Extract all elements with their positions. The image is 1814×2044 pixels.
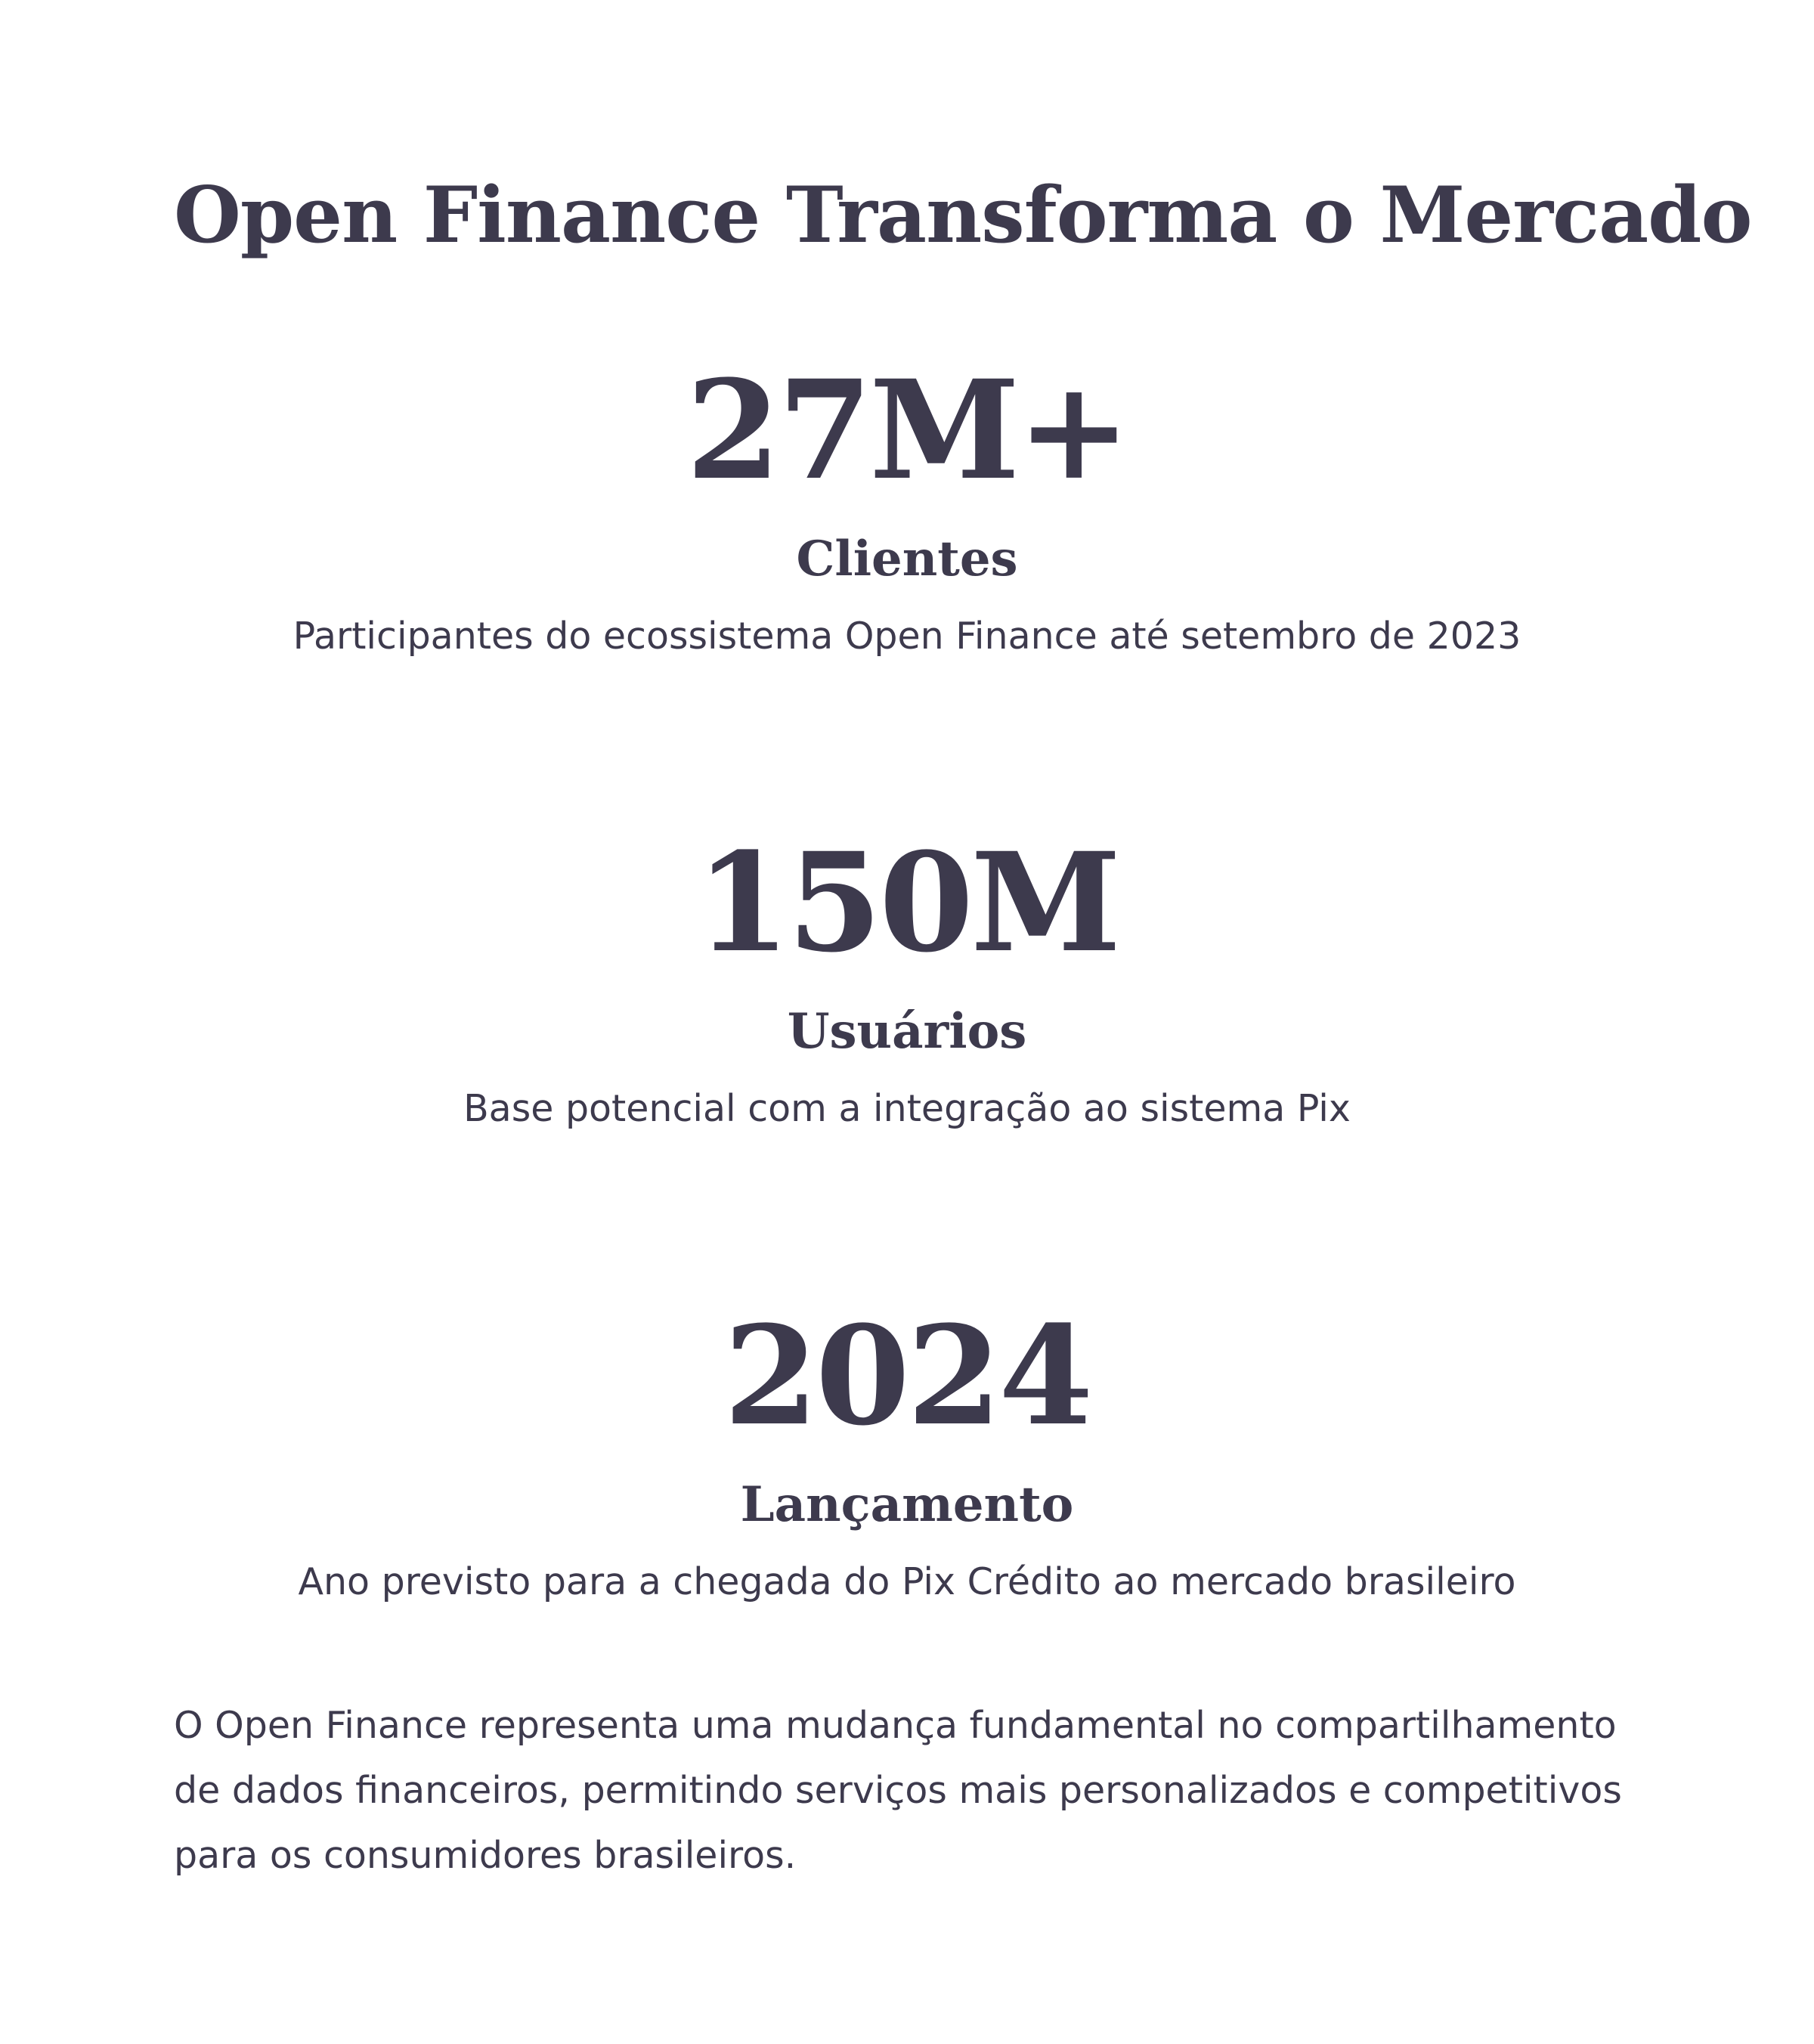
stat-block-users [174,824,1640,1135]
stat-description: Participantes do ecossistema Open Finance até setembro de 2023 [293,615,1521,658]
stat-block-clients [174,352,1640,663]
stat-description: Ano previsto para a chegada do Pix Crédito ao mercado brasileiro [298,1560,1516,1603]
stat-block-launch [174,1297,1640,1609]
body-paragraph: O Open Finance representa uma mudança fundamental no compartilhamento de dados financeiros, permitindo serviços mais personalizados e competitivos para os consumidores brasileiros. [174,1704,1622,1877]
stat-value: 27M+ [686,351,1128,510]
page-title: Open Finance Transforma o Mercado [174,170,1752,261]
stat-label: Usuários [787,1003,1027,1060]
stat-label: Lançamento [740,1476,1074,1533]
stat-label: Clientes [796,531,1018,587]
stat-value: 150M [695,823,1119,983]
stat-value: 2024 [723,1296,1091,1456]
stat-description: Base potencial com a integração ao sistema Pix [463,1087,1351,1130]
